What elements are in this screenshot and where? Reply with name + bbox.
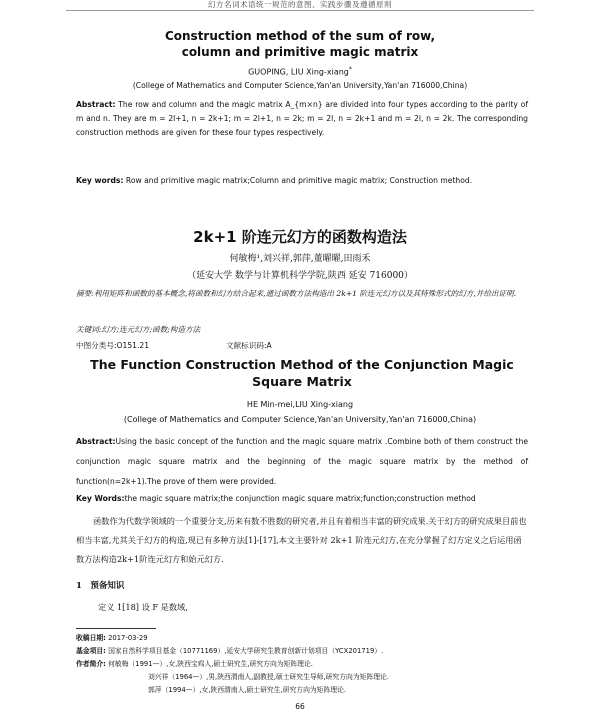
prev-article-keywords: Key words: Row and primitive magic matrix;Column and primitive magic matrix; Construction method. [76, 176, 473, 185]
article-abstract-en: Abstract:Using the basic concept of the function and the magic square matrix .Combine both of them construct the conjunction magic square matrix and the beginning of the magic square matrix by the method of function(n=2k+1).The prove of them were provided. [76, 437, 528, 486]
article-authors-en: HE Min-mei,LIU Xing-xiang [246, 400, 354, 409]
footnote-bio: 作者简介: 何敏梅（1991—）,女,陕西宝鸡人,硕士研究生,研究方向为矩阵理论. [76, 660, 313, 668]
prev-article-title [0, 28, 600, 60]
article-authors-cn: 何敏梅¹,刘兴祥,郭萍,董曜曜,田雨禾 [229, 254, 371, 264]
section-heading: 1 预备知识 [76, 581, 125, 591]
article-keywords-en: Key Words:the magic square matrix;the conjunction magic square matrix;function;construction method [76, 494, 476, 503]
clc-number: 中图分类号:O151.21 [76, 341, 150, 350]
classification-line [76, 340, 528, 351]
page-number: 66 [295, 702, 305, 711]
prev-article-affiliation: (College of Mathematics and Computer Science,Yan'an University,Yan'an 716000,China) [132, 81, 468, 90]
footnote-received: 收稿日期: 2017-03-29 [76, 634, 148, 642]
prev-title-line2: column and primitive magic matrix [181, 45, 419, 59]
prev-title-line1: Construction method of the sum of row, [164, 29, 436, 43]
running-header: 幻方名词术语统一规范的意图、实践步骤及遵循原则 [208, 0, 392, 9]
definition-1: 定义 1[18] 设 F 是数域, [98, 602, 188, 612]
article-title-cn: 2k+1 阶连元幻方的函数构造法 [193, 228, 407, 246]
prev-article-abstract: Abstract: The row and column and the magic matrix A_{m×n} are divided into four types according to the parity of m and n. They are m = 2l+1, n = 2k+1; m = 2l+1, n = 2k; m = 2l, n = 2k+1 and m = 2l, n = 2k. The corresponding construction methods are given for these four types respectively. [76, 100, 528, 137]
footnotes [76, 632, 528, 697]
header-rule [66, 10, 534, 11]
prev-article-authors: GUOPING, LIU Xing-xiang* [248, 66, 352, 77]
footnote-rule [76, 628, 156, 629]
body-paragraph: 函数作为代数学领域的一个重要分支,历来有数不胜数的研究者,并且有着相当丰富的研究成果.关于幻方的研究成果目前也相当丰富,尤其关于幻方的构造,现已有多种方法[1]-[17],本文主要针对 2k+1 阶连元幻方,在充分掌握了幻方定义之后运用函数方法构造2k+1阶连元幻方和始元幻方. [76, 516, 527, 564]
footnote-bio-2: 刘兴祥（1964—）,男,陕西渭南人,副教授,硕士研究生导师,研究方向为矩阵理论. [148, 673, 389, 681]
article-keywords-cn: 关键词:幻方;连元幻方;函数;构造方法 [76, 325, 201, 334]
footnote-bio-3: 郭萍（1994—）,女,陕西渭南人,硕士研究生,研究方向为矩阵理论. [148, 686, 347, 694]
article-affiliation-cn: （延安大学 数学与计算机科学学院,陕西 延安 716000） [187, 271, 413, 281]
article-abstract-cn: 摘要:利用矩阵和函数的基本概念,将函数和幻方结合起来,通过函数方法构造出 2k+1 阶连元幻方以及其特殊形式的幻方,并给出证明. [76, 289, 517, 298]
footnote-fund: 基金项目: 国家自然科学项目基金（10771169）,延安大学研究生教育创新计划项目（YCX201719）. [76, 647, 384, 655]
article-affiliation-en: (College of Mathematics and Computer Science,Yan'an University,Yan'an 716000,China) [123, 415, 477, 424]
doc-code: 文献标识码:A [226, 341, 272, 350]
article-title-en: The Function Construction Method of the Conjunction Magic Square Matrix [90, 357, 514, 389]
